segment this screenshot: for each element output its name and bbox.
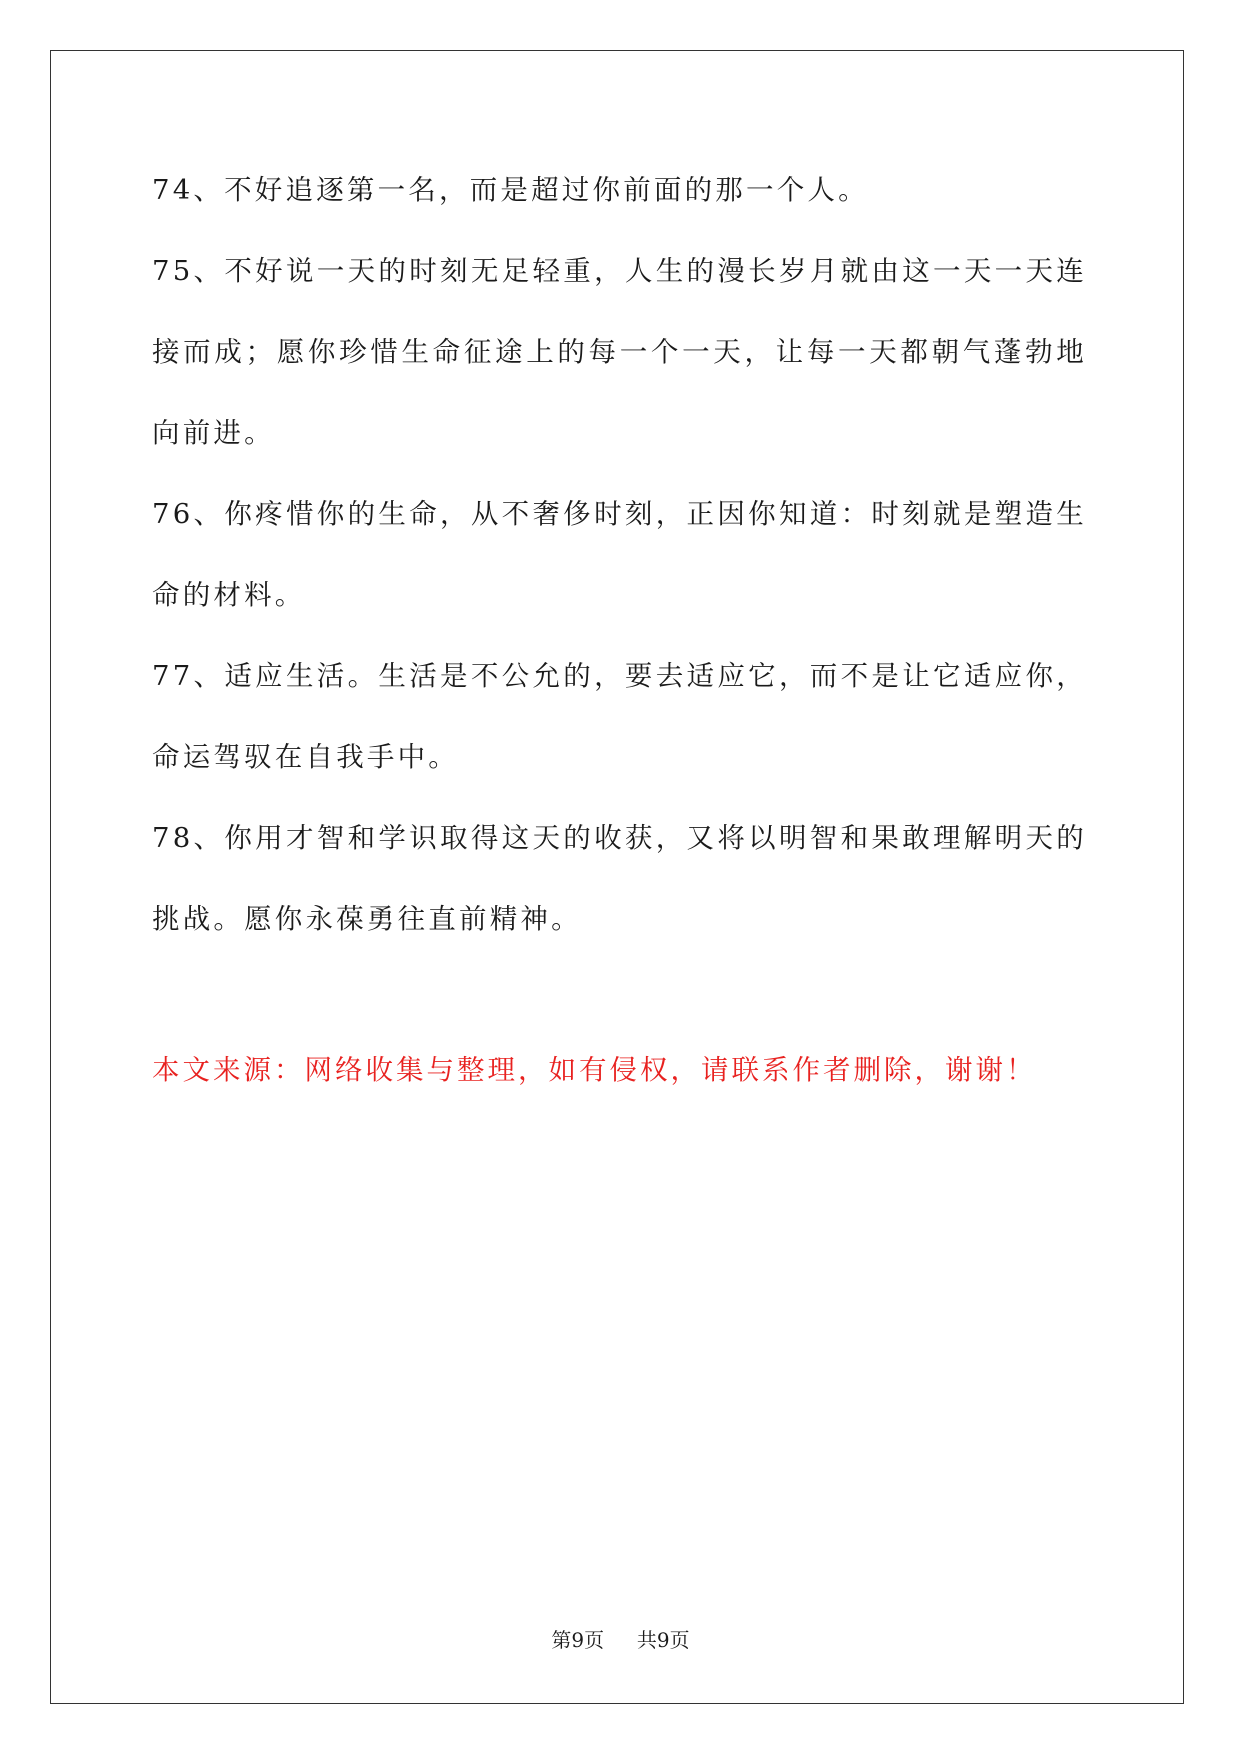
- paragraph-77: 77、适应生活。生活是不公允的，要去适应它，而不是让它适应你，命运驾驭在自我手中。: [152, 660, 1087, 773]
- source-note: 本文来源：网络收集与整理，如有侵权，请联系作者删除，谢谢！: [152, 1054, 1037, 1086]
- paragraph-78: 78、你用才智和学识取得这天的收获，又将以明智和果敢理解明天的挑战。愿你永葆勇往直前精神。: [152, 822, 1087, 935]
- page-footer: [0, 1624, 1241, 1653]
- paragraph-76: 76、你疼惜你的生命，从不奢侈时刻，正因你知道：时刻就是塑造生命的材料。: [152, 498, 1087, 611]
- paragraph-75: 75、不好说一天的时刻无足轻重，人生的漫长岁月就由这一天一天连接而成；愿你珍惜生命征途上的每一个一天，让每一天都朝气蓬勃地向前进。: [152, 255, 1087, 449]
- paragraph-74: 74、不好追逐第一名，而是超过你前面的那一个人。: [152, 174, 869, 206]
- document-body: [152, 150, 1087, 960]
- total-pages-label: 共9页: [636, 1628, 690, 1652]
- current-page-label: 第9页: [551, 1628, 605, 1652]
